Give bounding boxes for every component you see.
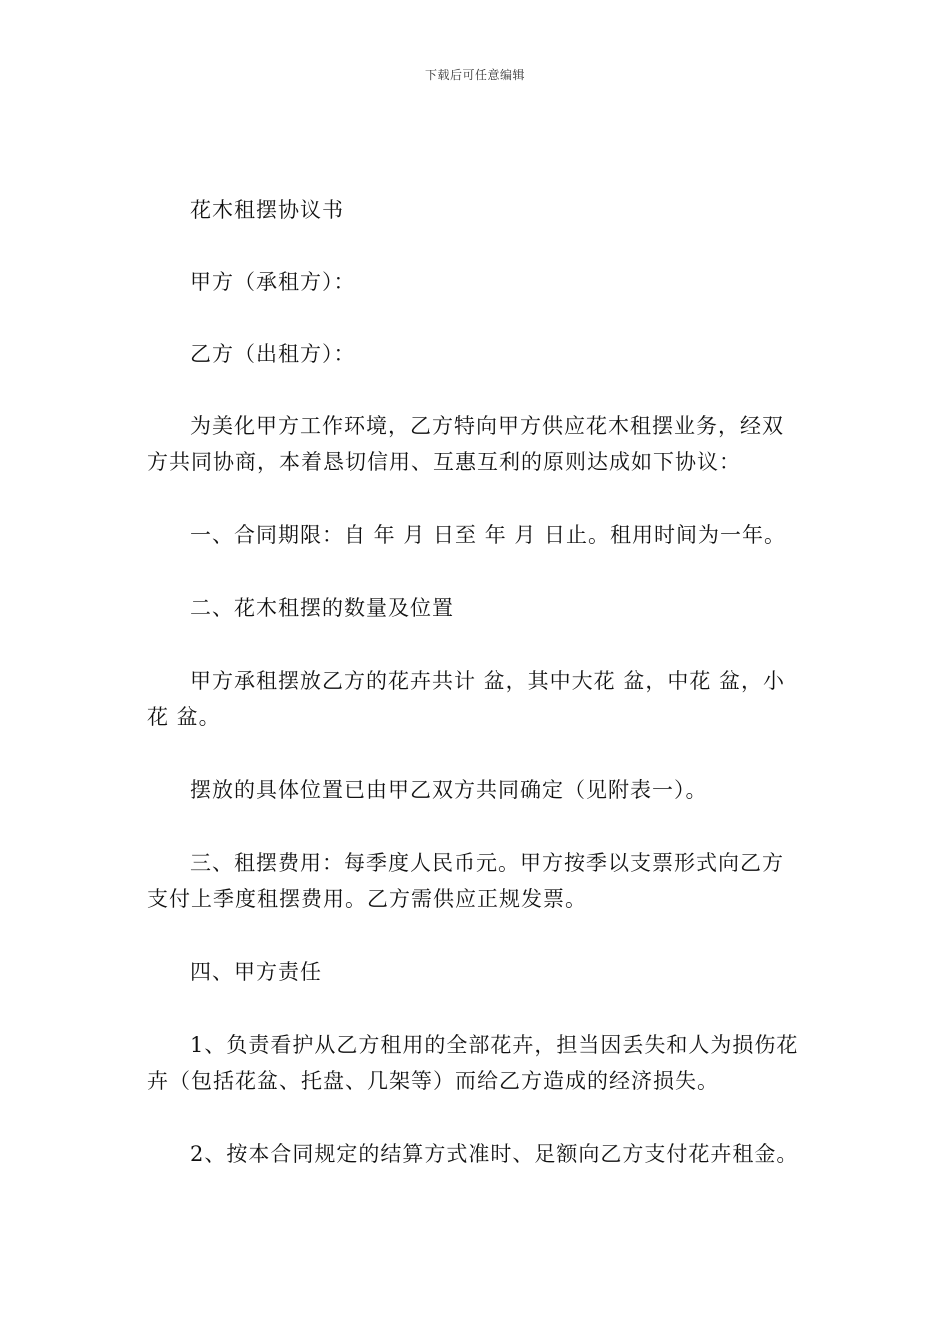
document-title: 花木租摆协议书	[190, 198, 344, 222]
clause-4-item-1-line-2: 卉（包括花盆、托盘、几架等）而给乙方造成的经济损失。	[147, 1069, 719, 1093]
clause-2-heading: 二、花木租摆的数量及位置	[190, 596, 454, 620]
clause-2-location: 摆放的具体位置已由甲乙双方共同确定（见附表一）。	[190, 778, 708, 802]
clause-3-line-2: 支付上季度租摆费用。乙方需供应正规发票。	[147, 887, 587, 911]
header-note: 下载后可任意编辑	[424, 68, 525, 82]
clause-1-term: 一、合同期限：自 年 月 日至 年 月 日止。租用时间为一年。	[190, 523, 787, 547]
party-a-label: 甲方（承租方）：	[190, 270, 356, 294]
clause-4-heading: 四、甲方责任	[190, 960, 322, 984]
clause-2-body-line-1: 甲方承租摆放乙方的花卉共计 盆，其中大花 盆，中花 盆，小	[190, 669, 786, 693]
intro-paragraph-line-2: 方共同协商，本着恳切信用、互惠互利的原则达成如下协议：	[147, 450, 741, 474]
clause-4-item-1-line-1: 1、负责看护从乙方租用的全部花卉，担当因丢失和人为损伤花	[190, 1033, 799, 1057]
party-b-label: 乙方（出租方）：	[190, 342, 356, 366]
clause-4-item-2: 2、按本合同规定的结算方式准时、足额向乙方支付花卉租金。	[190, 1142, 799, 1166]
intro-paragraph-line-1: 为美化甲方工作环境，乙方特向甲方供应花木租摆业务，经双	[190, 414, 784, 438]
clause-2-body-line-2: 花 盆。	[147, 705, 221, 729]
clause-3-line-1: 三、租摆费用：每季度人民币元。甲方按季以支票形式向乙方	[190, 851, 784, 875]
